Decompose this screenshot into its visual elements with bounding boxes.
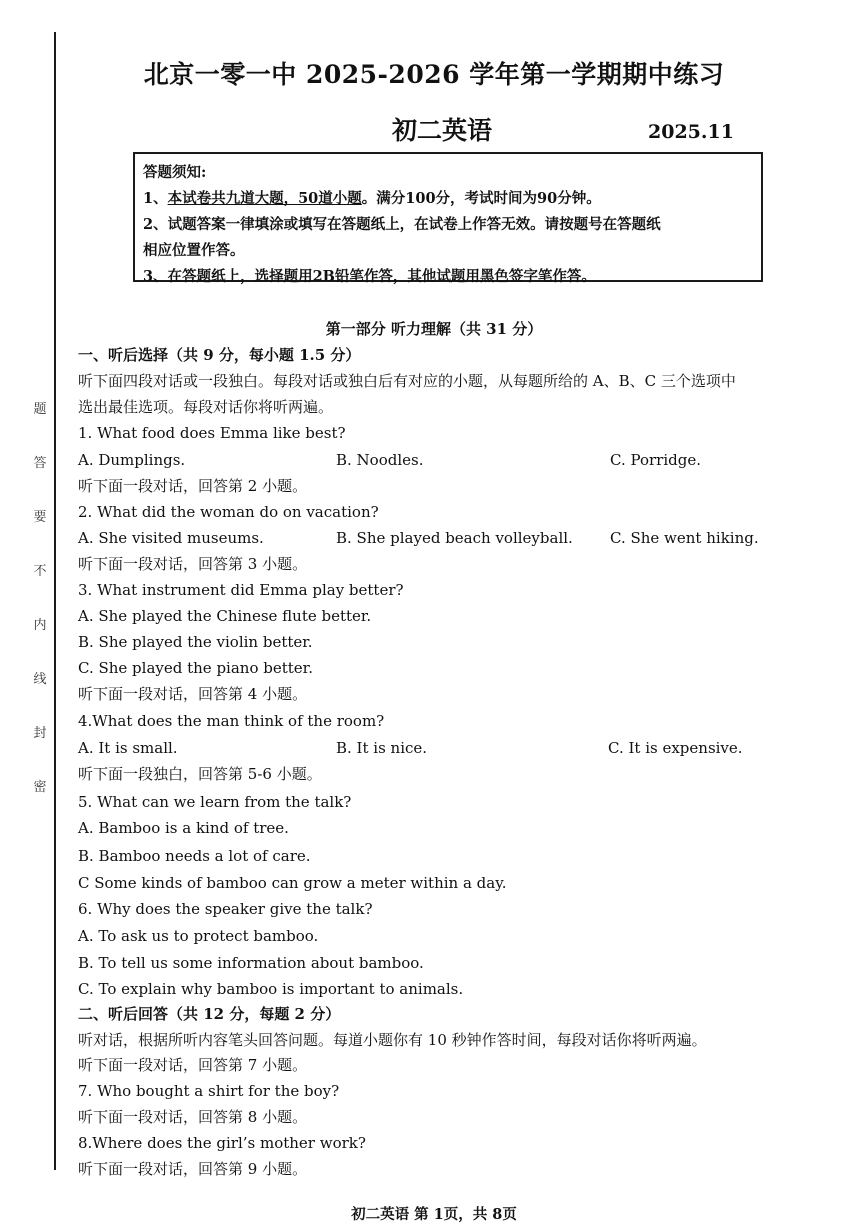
question-5: 5. What can we learn from the talk? [78,793,352,811]
question-5-option-b: B. Bamboo needs a lot of care. [78,847,311,865]
section2-title: 二、听后回答（共 12 分，每题 2 分） [78,1005,341,1023]
exam-subject: 初二英语 [392,116,493,145]
question-7: 7. Who bought a shirt for the boy? [78,1082,340,1100]
notice-item-1 [143,186,753,212]
section2-instructions: 听对话，根据所听内容笔头回答问题。每道小题你有 10 秒钟作答时间，每段对话你将听两遍。 [78,1031,707,1049]
binding-char: 不 [33,564,47,579]
question-4-options [78,735,838,761]
option-a: A. Dumplings. [78,451,186,469]
option-a: A. It is small. [78,739,178,757]
binding-char: 线 [33,672,47,687]
notice-item-2-continued: 相应位置作答。 [143,242,245,259]
listening-cue-5-6: 听下面一段独白，回答第 5-6 小题。 [78,765,322,783]
binding-char: 要 [33,510,47,525]
listening-cue-2: 听下面一段对话，回答第 2 小题。 [78,477,308,495]
binding-char: 密 [33,780,47,795]
question-6: 6. Why does the speaker give the talk? [78,900,373,918]
section1-instructions-line1: 听下面四段对话或一段独白。每段对话或独白后有对应的小题，从每题所给的 A、B、C 三个选项中 [78,372,736,390]
binding-margin-line [54,32,56,1170]
binding-char: 内 [33,618,47,633]
page-footer: 初二英语 第 1页，共 8页 [351,1206,517,1223]
notice-item-1-underlined: 本试卷共九道大题，50道小题 [167,190,362,207]
notice-box [133,152,763,285]
exam-title: 北京一零一中 2025-2026 学年第一学期期中练习 [143,60,725,89]
question-3-option-c: C. She played the piano better. [78,659,313,677]
binding-char: 答 [33,456,47,471]
listening-cue-4: 听下面一段对话，回答第 4 小题。 [78,685,308,703]
binding-warning-text [30,400,50,832]
question-6-option-a: A. To ask us to protect bamboo. [78,927,319,945]
question-1-options [78,447,838,473]
notice-item-1-rest: 。满分100分，考试时间为90分钟。 [361,190,601,207]
listening-cue-9: 听下面一段对话，回答第 9 小题。 [78,1160,308,1178]
exam-date: 2025.11 [648,121,734,143]
option-b: B. It is nice. [336,739,428,757]
option-c: C. It is expensive. [608,739,743,757]
binding-char: 封 [33,726,47,741]
option-c: C. Porridge. [610,451,701,469]
question-8: 8.Where does the girl’s mother work? [78,1134,366,1152]
notice-item-2: 2、试题答案一律填涂或填写在答题纸上，在试卷上作答无效。请按题号在答题纸 [143,216,661,233]
listening-cue-3: 听下面一段对话，回答第 3 小题。 [78,555,308,573]
question-4: 4.What does the man think of the room? [78,712,385,730]
binding-char: 题 [33,402,47,417]
option-c: C. She went hiking. [610,529,759,547]
question-3-option-b: B. She played the violin better. [78,633,313,651]
question-2: 2. What did the woman do on vacation? [78,503,379,521]
question-1: 1. What food does Emma like best? [78,424,346,442]
notice-item-3: 3、在答题纸上，选择题用2B铅笔作答，其他试题用黑色签字笔作答。 [143,268,596,285]
option-a: A. She visited museums. [78,529,264,547]
option-b: B. Noodles. [336,451,424,469]
question-5-option-a: A. Bamboo is a kind of tree. [78,819,289,837]
question-6-option-c: C. To explain why bamboo is important to animals. [78,980,464,998]
listening-cue-7: 听下面一段对话，回答第 7 小题。 [78,1056,308,1074]
question-5-option-c: C Some kinds of bamboo can grow a meter within a day. [78,874,507,892]
question-2-options [78,525,838,551]
notice-item-1-prefix: 1、 [143,190,168,207]
section1-instructions-line2: 选出最佳选项。每段对话你将听两遍。 [78,398,334,416]
section1-title: 一、听后选择（共 9 分，每小题 1.5 分） [78,346,361,364]
question-6-option-b: B. To tell us some information about bamboo. [78,954,424,972]
question-3: 3. What instrument did Emma play better? [78,581,404,599]
listening-cue-8: 听下面一段对话，回答第 8 小题。 [78,1108,308,1126]
part1-title: 第一部分 听力理解（共 31 分） [325,320,543,338]
notice-heading: 答题须知: [143,164,207,181]
option-b: B. She played beach volleyball. [336,529,573,547]
question-3-option-a: A. She played the Chinese flute better. [78,607,372,625]
